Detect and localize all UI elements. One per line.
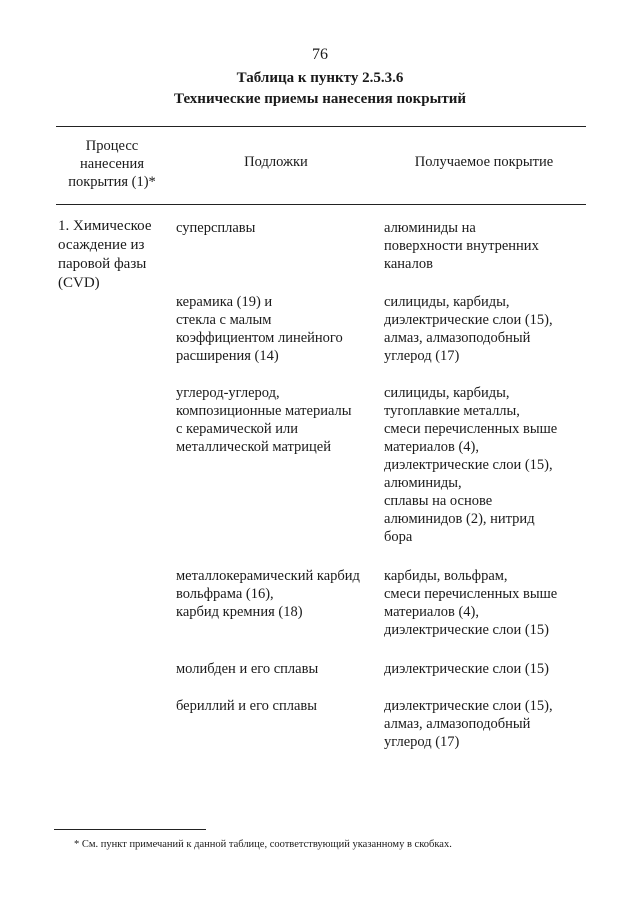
coating-cell: диэлектрические слои (15) bbox=[384, 661, 550, 677]
coating-cell: силициды, карбиды, тугоплавкие металлы, смеси перечисленных выше материалов (4), диэлектрические слои (15), алюминиды, сплавы на основе алюминидов (2), нитрид бора bbox=[384, 385, 558, 545]
substrate-cell: суперсплавы bbox=[176, 220, 256, 236]
substrate-cell: бериллий и его сплавы bbox=[176, 698, 317, 714]
footnote-rule bbox=[54, 829, 206, 830]
coating-cell: алюминиды на поверхности внутренних каналов bbox=[384, 220, 539, 272]
header-coating: Получаемое покрытие bbox=[414, 154, 554, 170]
table-title: Технические приемы нанесения покрытий bbox=[174, 91, 466, 107]
header-process: Процесс нанесения покрытия (1)* bbox=[68, 138, 156, 190]
substrate-cell: металлокерамический карбид вольфрама (16), карбид кремния (18) bbox=[176, 568, 360, 620]
coating-cell: силициды, карбиды, диэлектрические слои (15), алмаз, алмазоподобный углерод (17) bbox=[384, 294, 553, 364]
substrate-cell: керамика (19) и стекла с малым коэффициентом линейного расширения (14) bbox=[176, 294, 343, 364]
table-top-rule bbox=[56, 126, 586, 127]
footnote: * См. пункт примечаний к данной таблице, соответствующий указанному в скобках. bbox=[74, 839, 452, 850]
process-cell: 1. Химическое осаждение из паровой фазы (CVD) bbox=[58, 218, 152, 291]
table-reference: Таблица к пункту 2.5.3.6 bbox=[236, 70, 404, 86]
page-number: 76 bbox=[312, 46, 328, 63]
header-substrate: Подложки bbox=[244, 154, 308, 170]
header-bottom-rule bbox=[56, 204, 586, 205]
coating-cell: карбиды, вольфрам, смеси перечисленных выше материалов (4), диэлектрические слои (15) bbox=[384, 568, 558, 638]
coating-cell: диэлектрические слои (15), алмаз, алмазоподобный углерод (17) bbox=[384, 698, 553, 750]
substrate-cell: углерод-углерод, композиционные материалы с керамической или металлической матрицей bbox=[176, 385, 352, 455]
substrate-cell: молибден и его сплавы bbox=[176, 661, 319, 677]
